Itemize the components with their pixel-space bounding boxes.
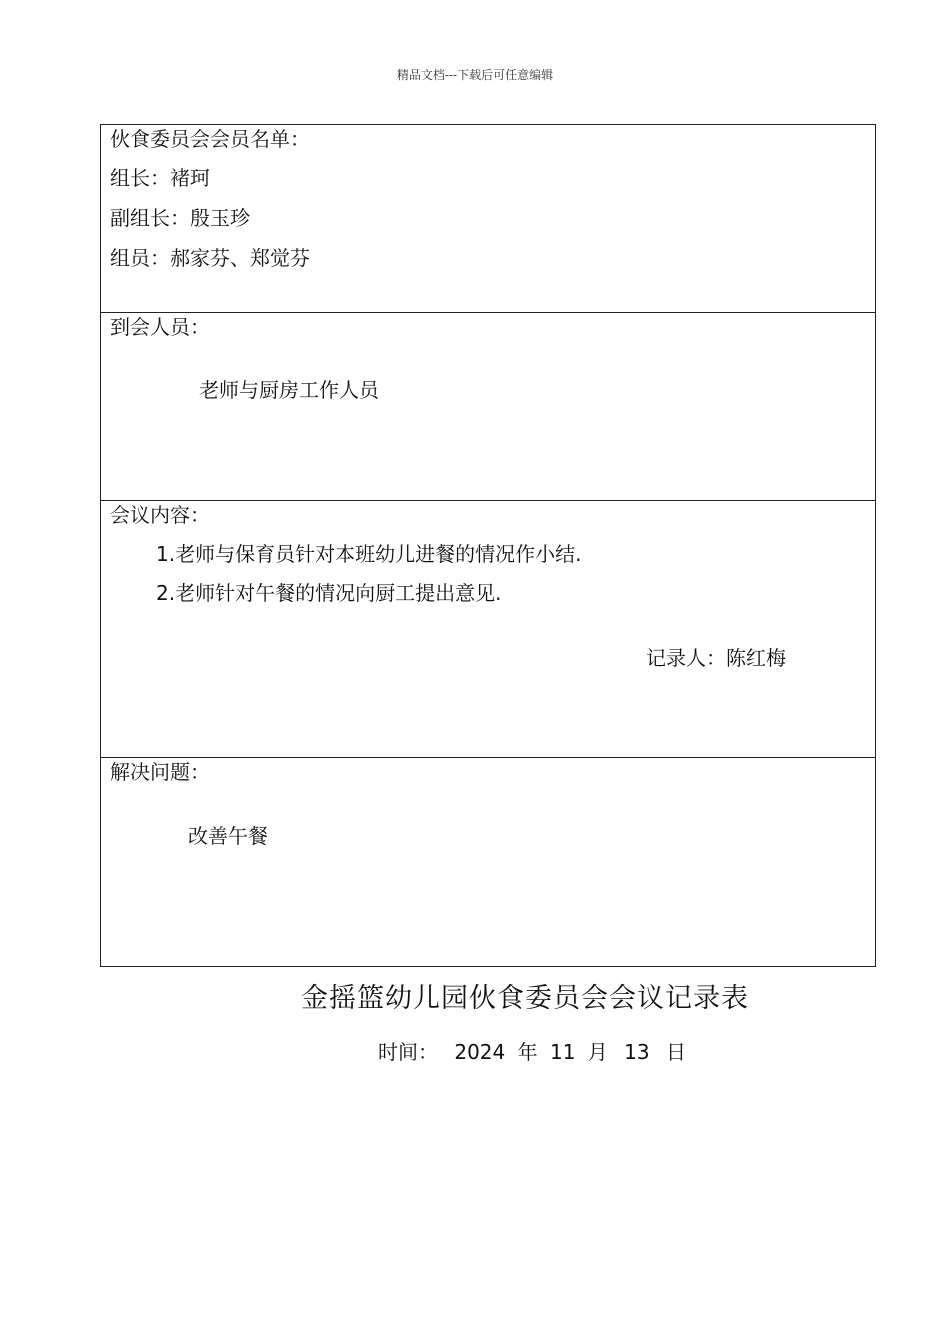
resolution-section — [101, 758, 875, 966]
meeting-item-1: 1.老师与保育员针对本班幼儿进餐的情况作小结. — [156, 542, 582, 566]
attendees-section — [101, 313, 875, 501]
recorder-line: 记录人：陈红梅 — [646, 646, 786, 670]
attendees-content: 老师与厨房工作人员 — [199, 378, 379, 402]
date-year: 2024 — [454, 1040, 506, 1064]
date-month: 11 — [549, 1040, 576, 1064]
date-day-unit: 日 — [665, 1040, 686, 1064]
leader-line: 组长：褚珂 — [110, 166, 210, 190]
date-year-unit: 年 — [517, 1040, 538, 1064]
date-day: 13 — [624, 1040, 650, 1064]
group-members-line: 组员：郝家芬、郑觉芬 — [110, 246, 310, 270]
meeting-content-section — [101, 501, 875, 758]
meeting-item-2: 2.老师针对午餐的情况向厨工提出意见. — [156, 581, 502, 605]
resolution-content: 改善午餐 — [188, 824, 268, 848]
date-month-unit: 月 — [587, 1040, 608, 1064]
attendees-heading: 到会人员： — [110, 315, 210, 339]
deputy-leader-line: 副组长：殷玉珍 — [110, 206, 250, 230]
date-label: 时间： — [378, 1040, 438, 1064]
resolution-heading: 解决问题： — [110, 760, 210, 784]
document-title: 金摇篮幼儿园伙食委员会会议记录表 — [301, 983, 749, 1014]
meeting-record-table — [100, 124, 876, 967]
members-section — [101, 125, 875, 313]
meeting-date — [378, 1036, 686, 1065]
members-heading: 伙食委员会会员名单： — [110, 127, 310, 151]
meeting-content-heading: 会议内容： — [110, 503, 210, 527]
page-header: 精品文档---下载后可任意编辑 — [396, 68, 554, 82]
